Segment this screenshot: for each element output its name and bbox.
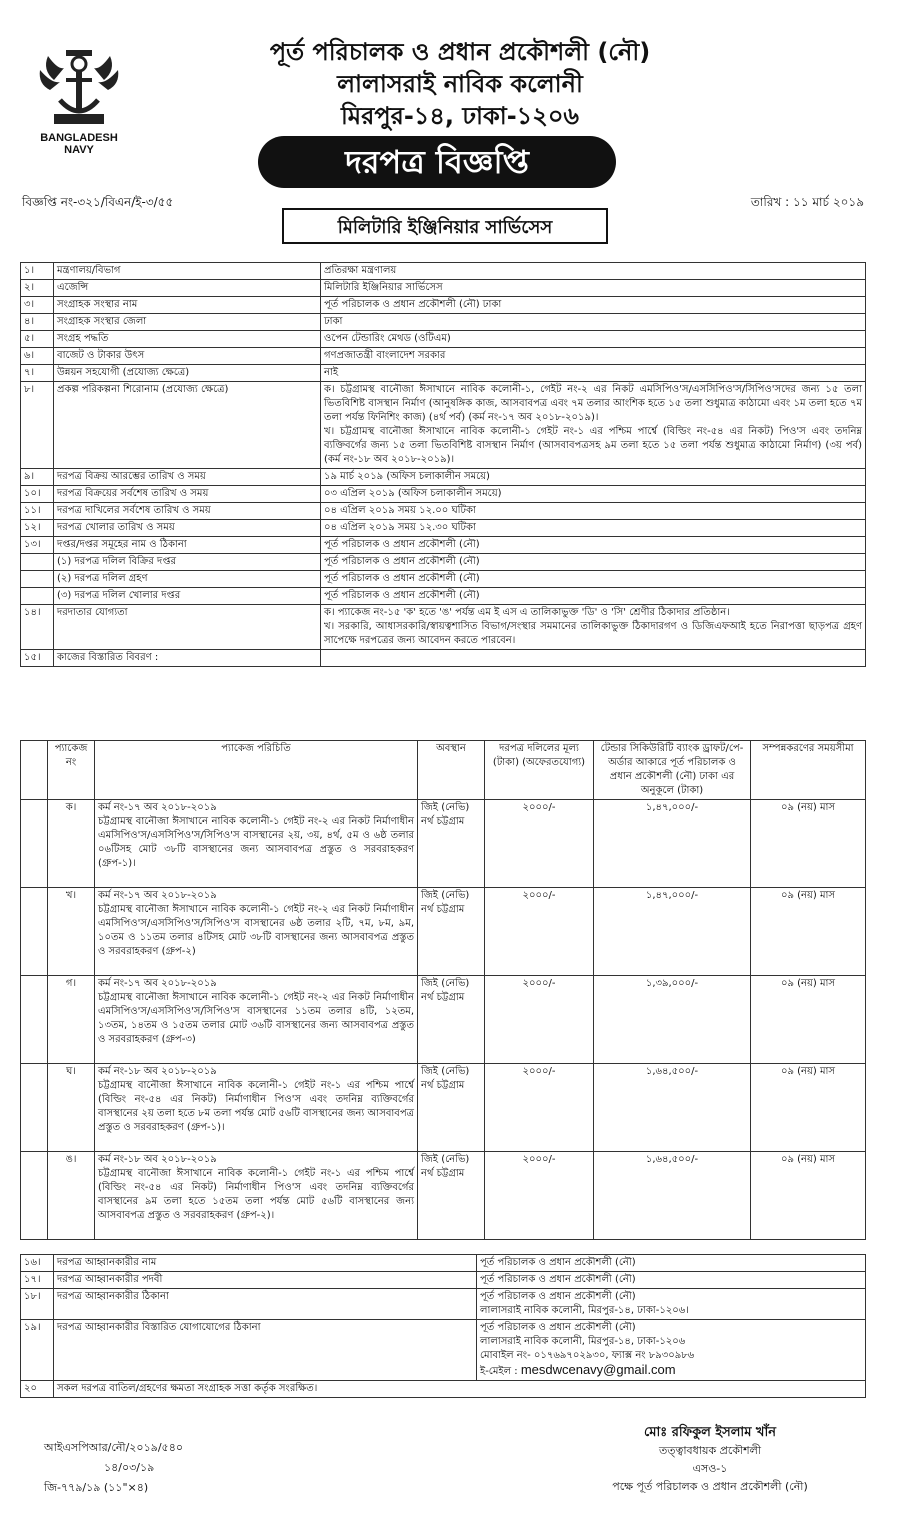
info-row xyxy=(21,503,866,520)
price-header: দরপত্র দলিলের মূল্য (টাকা) (অফেরতযোগ্য) xyxy=(485,741,594,800)
package-row xyxy=(21,976,866,1064)
pkg-work-no: কর্ম নং-১৮ অব ২০১৮-২০১৯ xyxy=(98,1066,217,1077)
info-value: ০৪ এপ্রিল ২০১৯ সময় ১২.০০ ঘটিকা xyxy=(321,503,866,520)
signature-block xyxy=(560,1424,860,1496)
pkg-number: ক। xyxy=(48,800,95,888)
info-value: ঢাকা xyxy=(321,314,866,331)
info-label: (২) দরপত্র দলিল গ্রহণ xyxy=(54,571,321,588)
pkg-number: ঙ। xyxy=(48,1152,95,1240)
info-value xyxy=(321,605,866,650)
info-row xyxy=(21,537,866,554)
info-row xyxy=(21,331,866,348)
pkg-time: ০৯ (নয়) মাস xyxy=(751,1152,866,1240)
info-value: ০৪ এপ্রিল ২০১৯ সময় ১২.৩০ ঘটিকা xyxy=(321,520,866,537)
tender-notice-banner: দরপত্র বিজ্ঞপ্তি xyxy=(258,136,616,188)
pkg-number: গ। xyxy=(48,976,95,1064)
pkg-location: জিই (নেভি) নর্থ চট্টগ্রাম xyxy=(418,976,485,1064)
info-sl xyxy=(21,571,54,588)
info-row xyxy=(21,605,866,650)
info-value-b: খ। সরকারি, আধাসরকারি/স্বায়ত্বশাসিত বিভাগ/সংস্থার সমমানের তালিকাভুক্ত ঠিকাদারগণ ও ডিজিএফআই হতে নিরাপত্তা ছাড়পত্র গ্রহণ সাপেক্ষে দরপত্রের জন্য আবেদন করতে পারবেন। xyxy=(324,621,862,646)
pkg-security: ১,৪৭,০০০/- xyxy=(594,800,751,888)
info-sl: ৭। xyxy=(21,365,54,382)
pkg-security: ১,৩৯,০০০/- xyxy=(594,976,751,1064)
info-sl: ১২। xyxy=(21,520,54,537)
contact-label: দরপত্র আহ্বানকারীর পদবী xyxy=(54,1272,477,1289)
pkg-price: ২০০০/- xyxy=(485,1064,594,1152)
info-sl: ১৪। xyxy=(21,605,54,650)
pkg-desc-text: চট্টগ্রামস্থ বানৌজা ঈসাখানে নাবিক কলোনী-১ গেইট নং-২ এর নিকট নির্মাণাধীন এমসিপিও'স/এসসিপিও'স/সিপিও'স বাসস্থানের ২য়, ৩য়, ৪র্থ, ৫ম ও ৬ষ্ঠ তলার ০৬টিসহ মোট ৩৮টি বাসস্থানের জন্য আসবাবপত্র প্রস্তুত ও সরবরাহকরণ (গ্রুপ-১)। xyxy=(98,816,414,869)
blank-header xyxy=(21,741,48,800)
email-link[interactable]: mesdwcenavy@gmail.com xyxy=(520,1362,676,1377)
pkg-price: ২০০০/- xyxy=(485,888,594,976)
info-value: নাই xyxy=(321,365,866,382)
pkg-time: ০৯ (নয়) মাস xyxy=(751,888,866,976)
ispr-ref: আইএসপিআর/নৌ/২০১৯/৫৪০ xyxy=(44,1441,183,1454)
g-ref: জি-৭৭৯/১৯ (১১"×৪) xyxy=(44,1481,149,1494)
contact-value-line: পূর্ত পরিচালক ও প্রধান প্রকৌশলী (নৌ) xyxy=(480,1291,636,1302)
contact-value xyxy=(477,1320,866,1381)
contact-value-line: পূর্ত পরিচালক ও প্রধান প্রকৌশলী (নৌ) xyxy=(480,1257,636,1268)
info-value: পূর্ত পরিচালক ও প্রধান প্রকৌশলী (নৌ) ঢাকা xyxy=(321,297,866,314)
package-row xyxy=(21,1064,866,1152)
contact-label: সকল দরপত্র বাতিল/গ্রহণের ক্ষমতা সংগ্রাহক সত্তা কর্তৃক সংরক্ষিত। xyxy=(54,1381,866,1398)
info-value xyxy=(321,382,866,469)
package-row xyxy=(21,800,866,888)
info-label: দরপত্র খোলার তারিখ ও সময় xyxy=(54,520,321,537)
pkg-time: ০৯ (নয়) মাস xyxy=(751,1064,866,1152)
packages-table xyxy=(20,740,866,1240)
info-sl xyxy=(21,554,54,571)
time-header: সম্পন্নকরণের সময়সীমা xyxy=(751,741,866,800)
pkg-blank xyxy=(21,976,48,1064)
pkg-description xyxy=(95,1064,418,1152)
email-label: ই-মেইল : xyxy=(480,1366,518,1377)
info-sl: ১০। xyxy=(21,486,54,503)
info-sl: ৫। xyxy=(21,331,54,348)
info-row xyxy=(21,297,866,314)
info-row xyxy=(21,486,866,503)
info-label: বাজেট ও টাকার উৎস xyxy=(54,348,321,365)
pkg-price: ২০০০/- xyxy=(485,976,594,1064)
info-row xyxy=(21,650,866,667)
info-label: দরপত্র দাখিলের সর্বশেষ তারিখ ও সময় xyxy=(54,503,321,520)
pkg-location: জিই (নেভি) নর্থ চট্টগ্রাম xyxy=(418,888,485,976)
pkg-location: জিই (নেভি) নর্থ চট্টগ্রাম xyxy=(418,1064,485,1152)
info-value xyxy=(321,650,866,667)
contact-sl: ১৯। xyxy=(21,1320,54,1381)
contact-sl: ১৭। xyxy=(21,1272,54,1289)
info-value: মিলিটারি ইঞ্জিনিয়ার সার্ভিসেস xyxy=(321,280,866,297)
info-label: দরদাতার যোগ্যতা xyxy=(54,605,321,650)
info-label: সংগ্রাহক সংস্থার জেলা xyxy=(54,314,321,331)
info-sl: ১। xyxy=(21,263,54,280)
info-sl: ৬। xyxy=(21,348,54,365)
contact-phone: মোবাইল নং- ০১৭৬৯৭০২৯৩০, ফ্যাক্স নং ৮৯৩০৯৮৬ xyxy=(480,1350,695,1361)
contact-row xyxy=(21,1272,866,1289)
pkg-time: ০৯ (নয়) মাস xyxy=(751,800,866,888)
info-label: সংগ্রাহক সংস্থার নাম xyxy=(54,297,321,314)
navy-logo xyxy=(24,40,134,156)
contact-sl: ২০ xyxy=(21,1381,54,1398)
info-row xyxy=(21,314,866,331)
contact-value-line: লালাসরাই নাবিক কলোনী, মিরপুর-১৪, ঢাকা-১২০৬ xyxy=(480,1336,686,1347)
info-label: কাজের বিস্তারিত বিবরণ : xyxy=(54,650,321,667)
packages-header-row xyxy=(21,741,866,800)
contact-email-line xyxy=(480,1363,862,1379)
info-row xyxy=(21,348,866,365)
contact-value xyxy=(477,1255,866,1272)
info-label: উন্নয়ন সহযোগী (প্রযোজ্য ক্ষেত্রে) xyxy=(54,365,321,382)
info-value: ওপেন টেন্ডারিং মেথড (ওটিএম) xyxy=(321,331,866,348)
contact-row xyxy=(21,1381,866,1398)
info-sl: ১১। xyxy=(21,503,54,520)
pkg-work-no: কর্ম নং-১৭ অব ২০১৮-২০১৯ xyxy=(98,978,217,989)
info-sl: ৩। xyxy=(21,297,54,314)
info-value: পূর্ত পরিচালক ও প্রধান প্রকৌশলী (নৌ) xyxy=(321,537,866,554)
pkg-desc-text: চট্টগ্রামস্থ বানৌজা ঈসাখানে নাবিক কলোনী-১ গেইট নং-১ এর পশ্চিম পার্শ্বে (বিল্ডিং নং-৫৪ এর নিকট) নির্মাণাধীন পিও'স এবং তদনিম্ন ব্যক্তিবর্গের বাসস্থানের ৯ম তলা হতে ১৫তম তলা পর্যন্ত মোট ৫৬টি বাসস্থানের জন্য আসবাবপত্র প্রস্তুত ও সরবরাহকরণ (গ্রুপ-২)। xyxy=(98,1168,414,1221)
logo-caption: BANGLADESH NAVY xyxy=(40,132,118,156)
contact-value-line: লালাসরাই নাবিক কলোনী, মিরপুর-১৪, ঢাকা-১২০৬। xyxy=(480,1305,689,1316)
info-value-a: ক। প্যাকেজ নং-১৫ 'ক' হতে 'ঙ' পর্যন্ত এম ই এস এ তালিকাভুক্ত 'ডি' ও 'সি' শ্রেণীর ঠিকাদার প্রতিষ্ঠান। xyxy=(324,607,730,618)
info-value: গণপ্রজাতন্ত্রী বাংলাদেশ সরকার xyxy=(321,348,866,365)
info-row xyxy=(21,554,866,571)
info-sl: ৯। xyxy=(21,469,54,486)
info-value: প্রতিরক্ষা মন্ত্রণালয় xyxy=(321,263,866,280)
info-label: (৩) দরপত্র দলিল খোলার দপ্তর xyxy=(54,588,321,605)
pkg-price: ২০০০/- xyxy=(485,800,594,888)
info-sl: ২। xyxy=(21,280,54,297)
info-label: (১) দরপত্র দলিল বিক্রির দপ্তর xyxy=(54,554,321,571)
info-value: ০৩ এপ্রিল ২০১৯ (অফিস চলাকালীন সময়ে) xyxy=(321,486,866,503)
pkg-security: ১,৪৭,০০০/- xyxy=(594,888,751,976)
contact-value-line: পূর্ত পরিচালক ও প্রধান প্রকৌশলী (নৌ) xyxy=(480,1274,636,1285)
notice-date: তারিখ : ১১ মার্চ ২০১৯ xyxy=(750,195,864,209)
contact-row xyxy=(21,1320,866,1381)
info-label: মন্ত্রণালয়/বিভাগ xyxy=(54,263,321,280)
signatory-title: তত্ত্বাবধায়ক প্রকৌশলী xyxy=(659,1444,761,1457)
contact-sl: ১৮। xyxy=(21,1289,54,1320)
desc-header: প্যাকেজ পরিচিতি xyxy=(95,741,418,800)
info-row xyxy=(21,469,866,486)
office-title: পূর্ত পরিচালক ও প্রধান প্রকৌশলী (নৌ) xyxy=(269,38,651,66)
contact-label: দরপত্র আহ্বানকারীর ঠিকানা xyxy=(54,1289,477,1320)
info-row xyxy=(21,571,866,588)
office-colony: লালাসরাই নাবিক কলোনী xyxy=(337,70,583,98)
contact-sl: ১৬। xyxy=(21,1255,54,1272)
pkg-location: জিই (নেভি) নর্থ চট্টগ্রাম xyxy=(418,800,485,888)
pkg-work-no: কর্ম নং-১৭ অব ২০১৮-২০১৯ xyxy=(98,802,217,813)
package-row xyxy=(21,888,866,976)
info-row xyxy=(21,280,866,297)
info-row xyxy=(21,520,866,537)
info-value: পূর্ত পরিচালক ও প্রধান প্রকৌশলী (নৌ) xyxy=(321,554,866,571)
pkg-description xyxy=(95,976,418,1064)
notice-number: বিজ্ঞপ্তি নং-৩২১/বিএন/ই-৩/৫৫ xyxy=(22,195,174,209)
pkg-desc-text: চট্টগ্রামস্থ বানৌজা ঈসাখানে নাবিক কলোনী-১ গেইট নং-২ এর নিকট নির্মাণাধীন এমসিপিও'স/এসসিপিও'স/সিপিও'স বাসস্থানের ৬ষ্ঠ তলার ২টি, ৭ম, ৮ম, ৯ম, ১০তম ও ১১তম তলার ৪টিসহ মোট ৩৮টি বাসস্থানের জন্য আসবাবপত্র প্রস্তুত ও সরবরাহকরণ (গ্রুপ-২) xyxy=(98,904,414,957)
agency-subtitle: মিলিটারি ইঞ্জিনিয়ার সার্ভিসেস xyxy=(282,208,608,244)
info-sl: ৮। xyxy=(21,382,54,469)
info-label: প্রকল্প পরিকল্পনা শিরোনাম (প্রযোজ্য ক্ষেত্রে) xyxy=(54,382,321,469)
info-label: দপ্তর/দপ্তর সমূহের নাম ও ঠিকানা xyxy=(54,537,321,554)
info-sl: ৪। xyxy=(21,314,54,331)
info-row xyxy=(21,263,866,280)
info-row xyxy=(21,365,866,382)
info-sl xyxy=(21,588,54,605)
pkg-blank xyxy=(21,888,48,976)
package-row xyxy=(21,1152,866,1240)
contact-row xyxy=(21,1255,866,1272)
info-label: এজেন্সি xyxy=(54,280,321,297)
anchor-emblem-icon xyxy=(24,40,134,130)
info-value-b: খ। চট্টগ্রামস্থ বানৌজা ঈসাখানে নাবিক কলোনী-১ গেইট নং-১ এর পশ্চিম পার্শ্বে (বিল্ডিং নং-৫৪ এর নিকট) পিও'স এবং তদনিম্ন ব্যক্তিবর্গের জন্য ১৫ তলা ভিতবিশিষ্ট বাসস্থান নির্মাণ (আসবাবপত্রসহ ৯ম তলা হতে ১৫ তলা পর্যন্ত শুধুমাত্র কাঠামো নির্মাণ) (৩য় পর্ব) (কর্ম নং-১৮ অব ২০১৮-২০১৯)। xyxy=(324,426,862,465)
info-value-a: ক। চট্টগ্রামস্থ বানৌজা ঈসাখানে নাবিক কলোনী-১, গেইট নং-২ এর নিকট এমসিপিও'স/এসসিপিও'স/সিপিও'সদের জন্য ১৫ তলা ভিতবিশিষ্ট বাসস্থান নির্মাণ (আনুষঙ্গিক কাজ, আসবাবপত্র এবং ৭ম তলার আংশিক হতে ১৫ তলা শুধুমাত্র কাঠামো এবং ১ম তলা হতে ৭ম তলা পর্যন্ত ফিনিশিং কাজ) (৪র্থ পর্ব) (কর্ম নং-১৭ অব ২০১৮-২০১৯)। xyxy=(324,384,862,423)
security-header: টেন্ডার সিকিউরিটি ব্যাংক ড্রাফট/পে-অর্ডার আকারে পূর্ত পরিচালক ও প্রধান প্রকৌশলী (নৌ) ঢাকা এর অনুকূলে (টাকা) xyxy=(594,741,751,800)
info-value: পূর্ত পরিচালক ও প্রধান প্রকৌশলী (নৌ) xyxy=(321,571,866,588)
pkg-work-no: কর্ম নং-১৮ অব ২০১৮-২০১৯ xyxy=(98,1154,217,1165)
info-label: দরপত্র বিক্রয়ের সর্বশেষ তারিখ ও সময় xyxy=(54,486,321,503)
contact-label: দরপত্র আহ্বানকারীর নাম xyxy=(54,1255,477,1272)
info-label: সংগ্রহ পদ্ধতি xyxy=(54,331,321,348)
pkg-header: প্যাকেজ নং xyxy=(48,741,95,800)
contact-label: দরপত্র আহ্বানকারীর বিস্তারিত যোগাযোগের ঠিকানা xyxy=(54,1320,477,1381)
pkg-description xyxy=(95,1152,418,1240)
pkg-number: ঘ। xyxy=(48,1064,95,1152)
signatory-unit: এসও-১ xyxy=(692,1462,728,1475)
pkg-location: জিই (নেভি) নর্থ চট্টগ্রাম xyxy=(418,1152,485,1240)
contact-value-line: পূর্ত পরিচালক ও প্রধান প্রকৌশলী (নৌ) xyxy=(480,1322,636,1333)
pkg-price: ২০০০/- xyxy=(485,1152,594,1240)
info-value: পূর্ত পরিচালক ও প্রধান প্রকৌশলী (নৌ) xyxy=(321,588,866,605)
info-label: দরপত্র বিক্রয় আরম্ভের তারিখ ও সময় xyxy=(54,469,321,486)
pkg-description xyxy=(95,888,418,976)
tender-info-table xyxy=(20,262,866,667)
pkg-description xyxy=(95,800,418,888)
pkg-desc-text: চট্টগ্রামস্থ বানৌজা ঈসাখানে নাবিক কলোনী-১ গেইট নং-১ এর পশ্চিম পার্শ্বে (বিল্ডিং নং-৫৪ এর নিকট) নির্মাণাধীন পিও'স এবং তদনিম্ন ব্যক্তিবর্গের বাসস্থানের ২য় তলা হতে ৮ম তলা পর্যন্ত মোট ৫৬টি বাসস্থানের জন্য আসবাবপত্র প্রস্তুত ও সরবরাহকরণ (গ্রুপ-১)। xyxy=(98,1080,414,1133)
contact-table xyxy=(20,1254,866,1398)
pkg-number: খ। xyxy=(48,888,95,976)
signatory-behalf: পক্ষে পূর্ত পরিচালক ও প্রধান প্রকৌশলী (নৌ) xyxy=(612,1480,808,1493)
info-sl: ১৫। xyxy=(21,650,54,667)
contact-value xyxy=(477,1289,866,1320)
office-address: মিরপুর-১৪, ঢাকা-১২০৬ xyxy=(340,102,580,130)
pkg-security: ১,৬৪,৫০০/- xyxy=(594,1152,751,1240)
pkg-desc-text: চট্টগ্রামস্থ বানৌজা ঈসাখানে নাবিক কলোনী-১ গেইট নং-২ এর নিকট নির্মাণাধীন এমসিপিও'স/এসসিপিও'স/সিপিও'স বাসস্থানের ১১তম তলার ৪টি, ১২তম, ১৩তম, ১৪তম ও ১৫তম তলার মোট ৩৬টি বাসস্থানের জন্য আসবাবপত্র প্রস্তুত ও সরবরাহকরণ (গ্রুপ-৩) xyxy=(98,992,414,1045)
signatory-name: মোঃ রফিকুল ইসলাম খাঁন xyxy=(643,1425,776,1440)
info-value: ১৯ মার্চ ২০১৯ (অফিস চলাকালীন সময়ে) xyxy=(321,469,866,486)
pkg-blank xyxy=(21,800,48,888)
ispr-date: ১৪/০৩/১৯ xyxy=(104,1461,155,1474)
pkg-blank xyxy=(21,1064,48,1152)
loc-header: অবস্থান xyxy=(418,741,485,800)
footer-refs xyxy=(44,1438,183,1498)
pkg-security: ১,৬৪,৫০০/- xyxy=(594,1064,751,1152)
contact-row xyxy=(21,1289,866,1320)
pkg-blank xyxy=(21,1152,48,1240)
info-row xyxy=(21,382,866,469)
pkg-time: ০৯ (নয়) মাস xyxy=(751,976,866,1064)
info-sl: ১৩। xyxy=(21,537,54,554)
pkg-work-no: কর্ম নং-১৭ অব ২০১৮-২০১৯ xyxy=(98,890,217,901)
contact-value xyxy=(477,1272,866,1289)
info-row xyxy=(21,588,866,605)
